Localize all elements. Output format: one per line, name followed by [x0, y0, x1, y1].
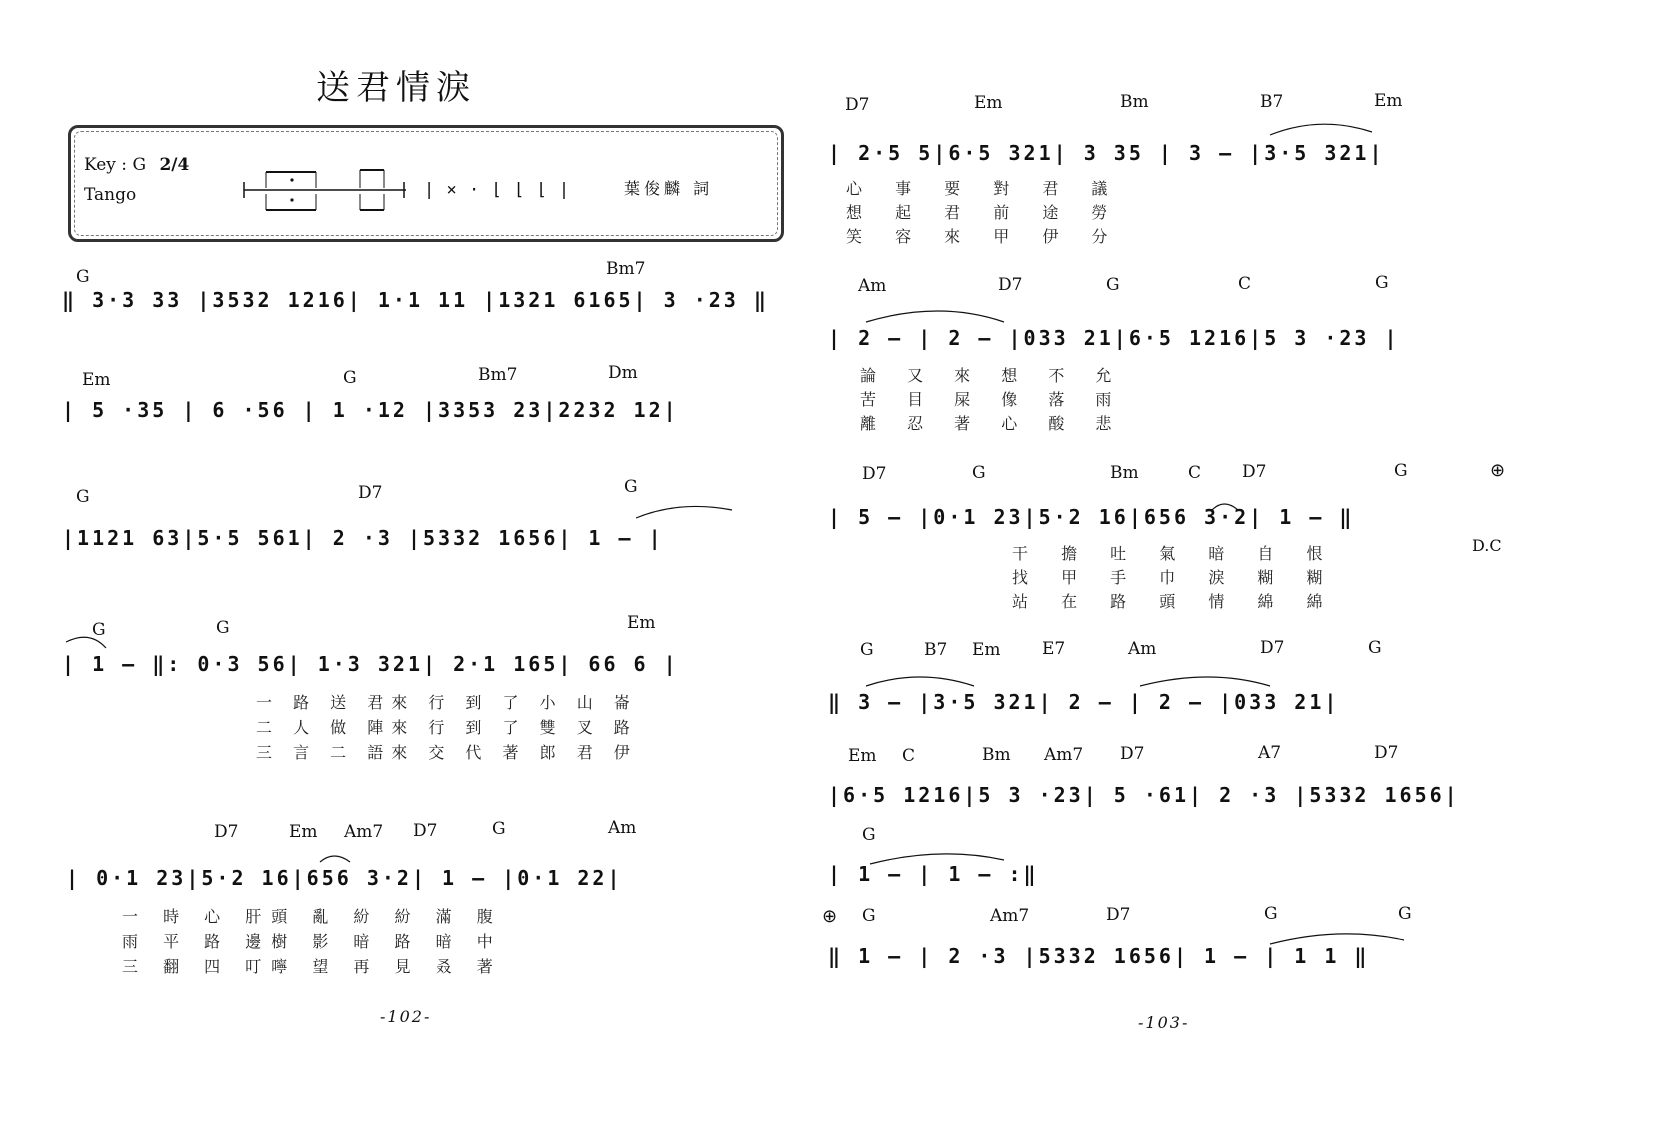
- chord: Am: [1128, 639, 1157, 659]
- chord: D7: [1242, 462, 1267, 482]
- chord: G: [1264, 904, 1278, 924]
- song-title: 送君情淚: [316, 68, 476, 108]
- chord: D7: [862, 464, 887, 484]
- chord: G: [862, 906, 876, 926]
- chord: G: [1106, 275, 1120, 295]
- chord: G: [860, 640, 874, 660]
- lyric-line: 苦 目 屎 像 落 雨: [860, 390, 1125, 409]
- chord: A7: [1258, 743, 1282, 763]
- notation-line: | 1 – ‖: 0·3 56| 1·3 321| 2·1 165| 66 6 |: [62, 652, 679, 676]
- chord: G: [862, 825, 876, 845]
- notation-line: | 1 – | 1 – :‖: [828, 862, 1039, 886]
- chord: G: [343, 368, 357, 388]
- key-value: Key : G: [84, 155, 147, 175]
- chord: G: [92, 620, 106, 640]
- lyric-line: 笑 容 來 甲 伊 分: [846, 227, 1122, 246]
- chord: G: [1398, 904, 1412, 924]
- chord: D7: [358, 483, 383, 503]
- rhythm-notation: | × · ⌊ ⌊ ⌊ |: [424, 180, 571, 200]
- chord: Am: [858, 276, 887, 296]
- lyric-line: 一 時 心 肝頭 亂 紛 紛 滿 腹: [122, 907, 503, 926]
- chord: C: [1188, 463, 1202, 483]
- style-label: Tango: [84, 185, 137, 205]
- chord: D7: [1374, 743, 1399, 763]
- lyric-line: 想 起 君 前 途 勞: [846, 203, 1122, 222]
- notation-line: |6·5 1216|5 3 ·23| 5 ·61| 2 ·3 |5332 1656|: [828, 783, 1460, 807]
- chord: G: [1368, 638, 1382, 658]
- chord: Bm: [982, 745, 1011, 765]
- chord: Am7: [344, 822, 384, 842]
- chord: C: [902, 746, 916, 766]
- notation-line: | 2·5 5|6·5 321| 3 35 | 3 – |3·5 321|: [828, 141, 1385, 165]
- chord: Am7: [990, 906, 1030, 926]
- lyric-line: 二 人 做 陣來 行 到 了 雙 叉 路: [256, 718, 638, 737]
- notation-line: ‖ 3 – |3·5 321| 2 – | 2 – |033 21|: [828, 690, 1340, 714]
- chord: Bm: [1120, 92, 1149, 112]
- chord: Em: [82, 370, 111, 390]
- notation-line: | 5 – |0·1 23|5·2 16|656 3·2| 1 – ‖: [828, 505, 1355, 529]
- notation-line: | 2 – | 2 – |033 21|6·5 1216|5 3 ·23 |: [828, 326, 1400, 350]
- chord: G: [1375, 273, 1389, 293]
- lyric-line: 三 翻 四 叮嚀 望 再 見 叒 著: [122, 957, 503, 976]
- lyric-line: 論 又 來 想 不 允: [860, 366, 1125, 385]
- coda-icon: ⊕: [822, 906, 838, 927]
- notation-line: ‖ 3·3 33 |3532 1216| 1·1 11 |1321 6165| 3 ·23 ‖: [62, 288, 769, 312]
- chord: Em: [848, 746, 877, 766]
- chord: D7: [1260, 638, 1285, 658]
- coda-icon: ⊕: [1490, 460, 1506, 481]
- chord: Em: [1374, 91, 1403, 111]
- da-capo-mark: D.C: [1472, 536, 1502, 555]
- lyricist: 葉俊麟 詞: [624, 179, 714, 198]
- chord: G: [492, 819, 506, 839]
- chord: D7: [214, 822, 239, 842]
- chord: Em: [627, 613, 656, 633]
- chord: D7: [413, 821, 438, 841]
- chord: G: [624, 477, 638, 497]
- chord: C: [1238, 274, 1252, 294]
- page-number: -102-: [380, 1007, 432, 1026]
- chord: B7: [924, 640, 948, 660]
- lyric-line: 干 擔 吐 氣 暗 自 恨: [1012, 544, 1337, 563]
- notation-line: |1121 63|5·5 561| 2 ·3 |5332 1656| 1 – |: [62, 526, 664, 550]
- chord: Bm: [1110, 463, 1139, 483]
- chord: Dm: [608, 363, 638, 383]
- page-number: -103-: [1138, 1013, 1190, 1032]
- chord: Bm7: [478, 365, 518, 385]
- lyric-line: 雨 平 路 邊樹 影 暗 路 暗 中: [122, 932, 503, 951]
- time-signature: 2/4: [159, 155, 190, 175]
- chord: G: [76, 267, 90, 287]
- chord: D7: [998, 275, 1023, 295]
- chord: Bm7: [606, 259, 646, 279]
- chord: Em: [289, 822, 318, 842]
- chord: D7: [1120, 744, 1145, 764]
- lyric-line: 三 言 二 語來 交 代 著 郎 君 伊: [256, 743, 638, 762]
- chord: B7: [1260, 92, 1284, 112]
- notation-line: | 5 ·35 | 6 ·56 | 1 ·12 |3353 23|2232 12|: [62, 398, 679, 422]
- chord: G: [972, 463, 986, 483]
- lyric-line: 一 路 送 君來 行 到 了 小 山 崙: [256, 693, 638, 712]
- chord: G: [76, 487, 90, 507]
- lyric-line: 找 甲 手 巾 淚 糊 糊: [1012, 568, 1337, 587]
- notation-line: | 0·1 23|5·2 16|656 3·2| 1 – |0·1 22|: [66, 866, 623, 890]
- chord: D7: [1106, 905, 1131, 925]
- chord: D7: [845, 95, 870, 115]
- chord: Em: [972, 640, 1001, 660]
- chord: G: [216, 618, 230, 638]
- chord: Am: [608, 818, 637, 838]
- lyric-line: 站 在 路 頭 情 綿 綿: [1012, 592, 1337, 611]
- notation-line: ‖ 1 – | 2 ·3 |5332 1656| 1 – | 1 1 ‖: [828, 944, 1370, 968]
- lyric-line: 心 事 要 對 君 議: [846, 179, 1122, 198]
- chord: G: [1394, 461, 1408, 481]
- chord: E7: [1042, 639, 1066, 659]
- chord: Em: [974, 93, 1003, 113]
- lyric-line: 離 忍 著 心 酸 悲: [860, 414, 1125, 433]
- chord: Am7: [1044, 745, 1084, 765]
